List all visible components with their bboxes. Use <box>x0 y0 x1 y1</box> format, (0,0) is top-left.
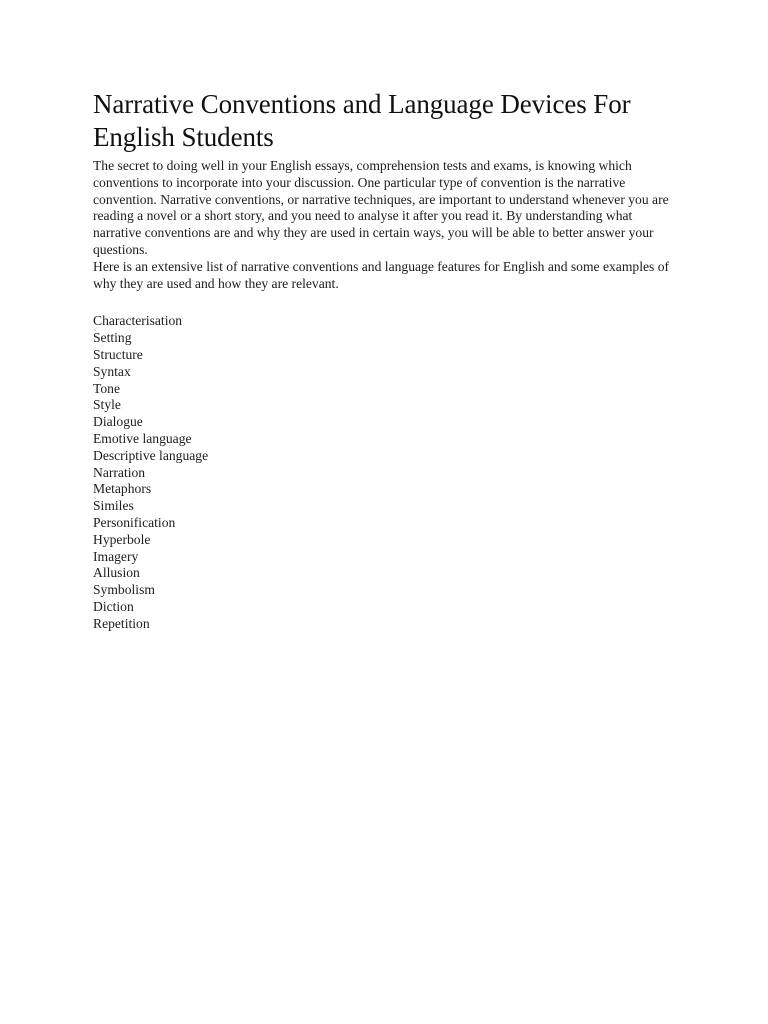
document-title: Narrative Conventions and Language Devices For English Students <box>93 89 631 152</box>
list-item-personification: Personification <box>93 514 176 530</box>
conventions-list <box>93 313 683 632</box>
list-item-structure: Structure <box>93 346 143 362</box>
list-item-characterisation: Characterisation <box>93 313 183 329</box>
list-item-narration: Narration <box>93 464 146 480</box>
list-item-similes: Similes <box>93 498 134 514</box>
list-intro-paragraph: Here is an extensive list of narrative conventions and language features for English and some examples of why they are used and how they are relevant. <box>93 258 670 291</box>
document-body <box>93 88 683 633</box>
list-item-dialogue: Dialogue <box>93 414 143 430</box>
list-item-allusion: Allusion <box>93 565 140 581</box>
list-item-diction: Diction <box>93 598 134 614</box>
list-item-hyperbole: Hyperbole <box>93 531 151 547</box>
intro-paragraph: The secret to doing well in your English essays, comprehension tests and exams, is knowing which conventions to incorporate into your discussion. One particular type of convention is the narrative convention. Narrative conventions, or narrative techniques, are important to understand whenever you are reading a novel or a short story, and you need to analyse it after you read it. By understanding what narrative conventions are and why they are used in certain ways, you will be able to better answer your questions. <box>93 158 669 257</box>
list-item-emotive-language: Emotive language <box>93 430 192 446</box>
list-item-symbolism: Symbolism <box>93 582 155 598</box>
list-item-syntax: Syntax <box>93 363 131 379</box>
list-item-metaphors: Metaphors <box>93 481 152 497</box>
list-item-repetition: Repetition <box>93 615 150 631</box>
list-item-imagery: Imagery <box>93 548 139 564</box>
list-item-descriptive-language: Descriptive language <box>93 447 209 463</box>
list-item-setting: Setting <box>93 330 132 346</box>
list-item-tone: Tone <box>93 380 120 396</box>
list-item-style: Style <box>93 397 121 413</box>
